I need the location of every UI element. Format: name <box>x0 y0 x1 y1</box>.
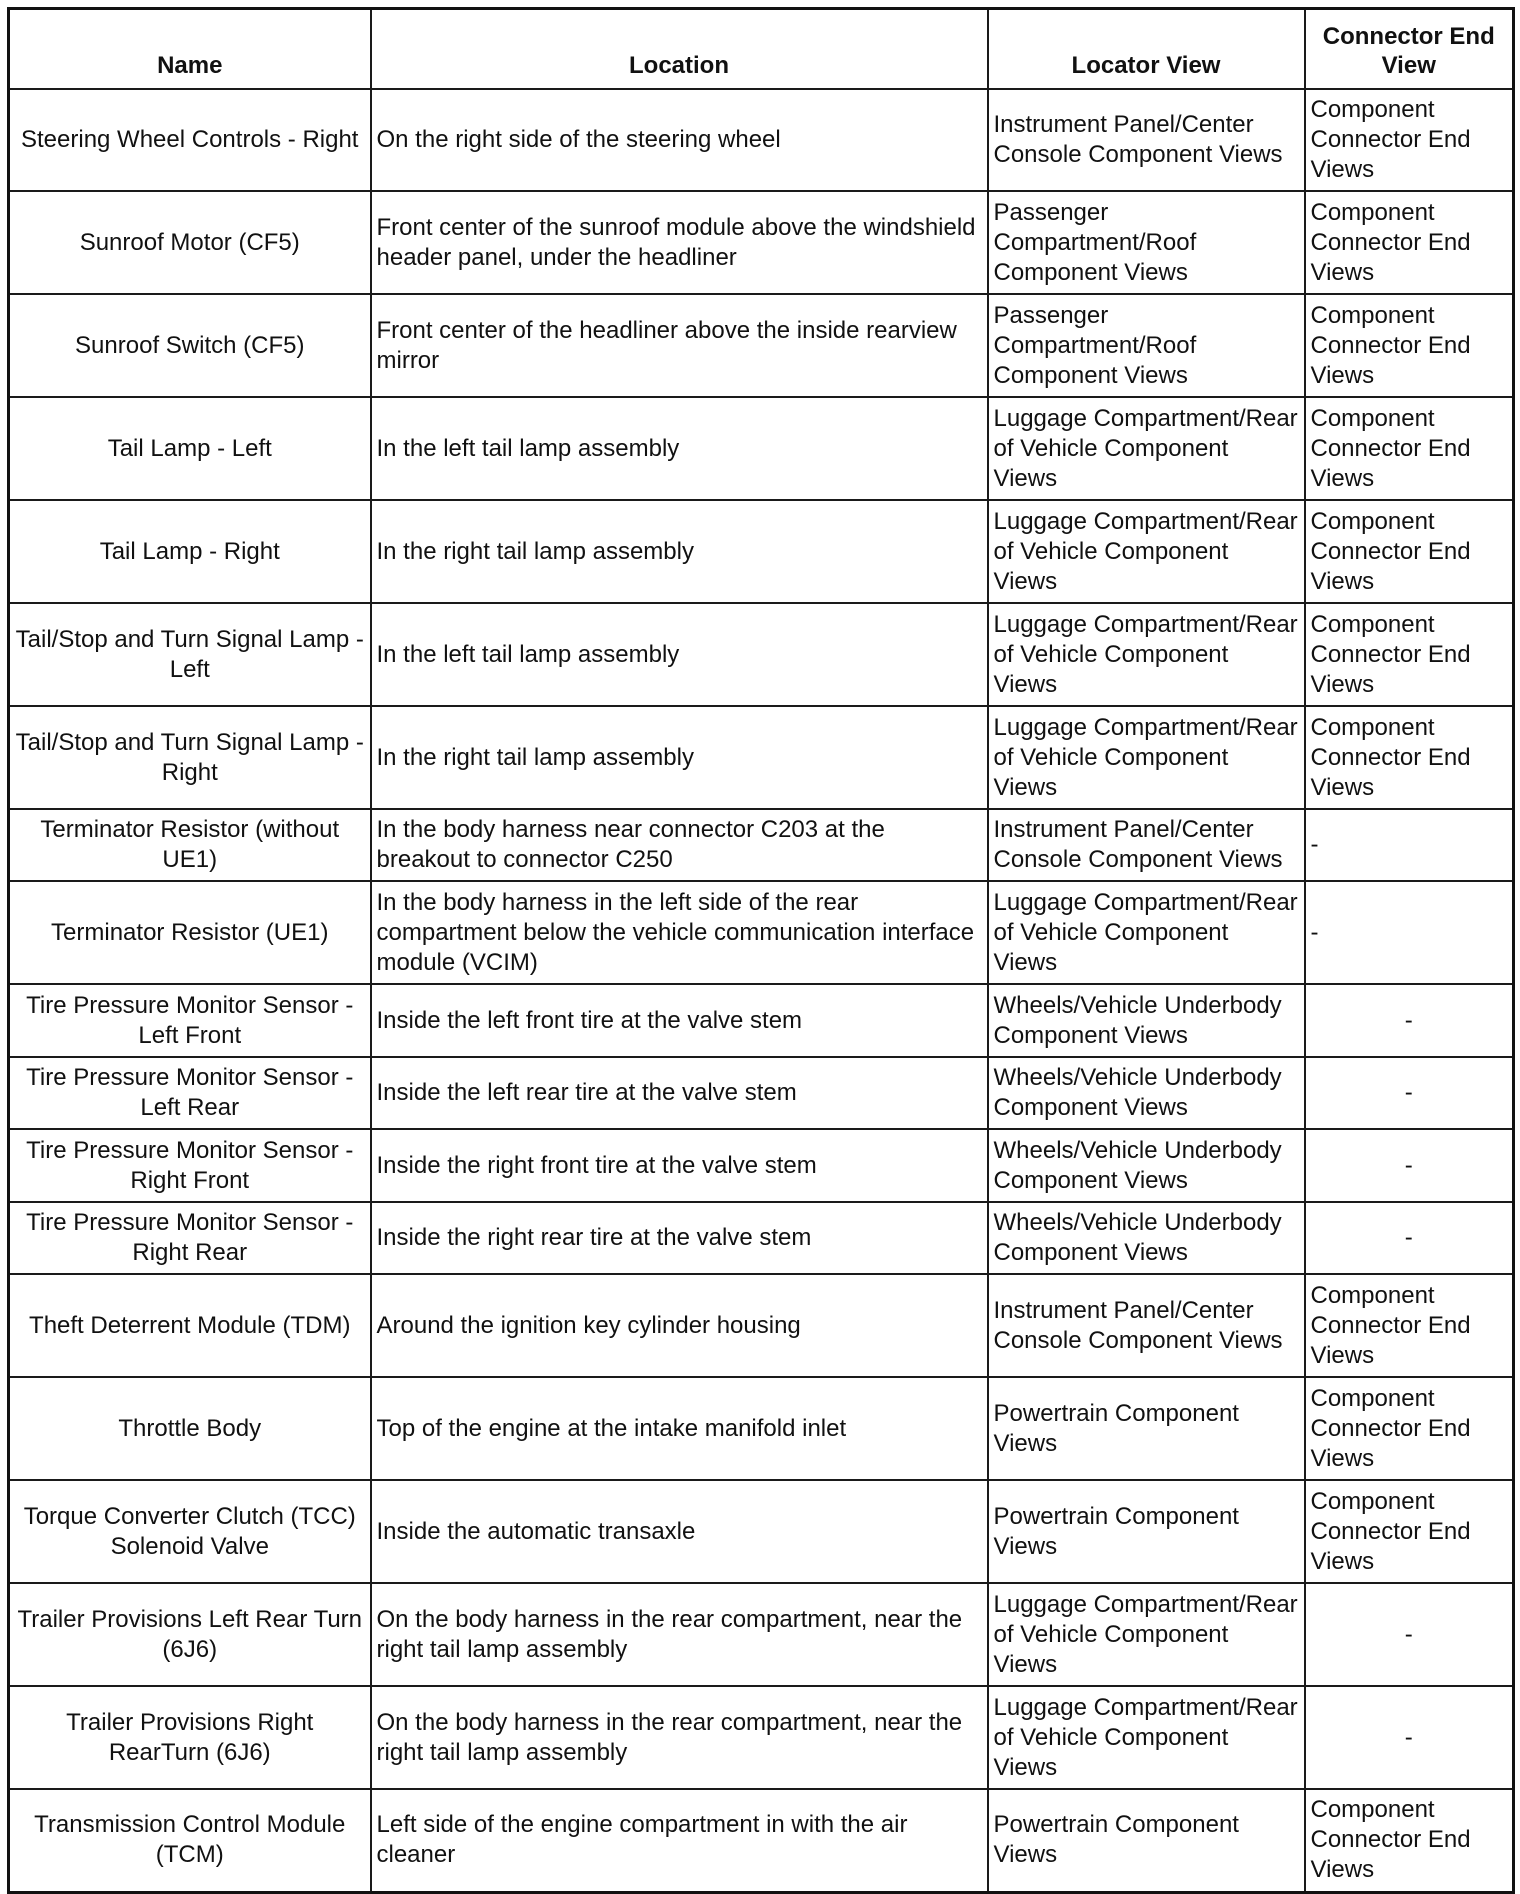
table-row <box>9 500 1514 603</box>
cell-connector-end-view: - <box>1305 1057 1514 1129</box>
cell-connector-end-view: - <box>1305 1686 1514 1789</box>
cell-locator-view-link[interactable]: Luggage Compartment/Rear of Vehicle Component Views <box>988 500 1305 603</box>
cell-location: In the left tail lamp assembly <box>371 603 988 706</box>
cell-connector-end-view-link[interactable]: Component Connector End Views <box>1305 89 1514 191</box>
cell-location: In the body harness in the left side of the rear compartment below the vehicle communication interface module (VCIM) <box>371 881 988 984</box>
cell-locator-view-link[interactable]: Instrument Panel/Center Console Component Views <box>988 89 1305 191</box>
cell-location: On the body harness in the rear compartment, near the right tail lamp assembly <box>371 1583 988 1686</box>
table-row <box>9 1480 1514 1583</box>
header-row <box>9 9 1514 90</box>
cell-name: Trailer Provisions Left Rear Turn (6J6) <box>9 1583 371 1686</box>
cell-locator-view-link[interactable]: Powertrain Component Views <box>988 1480 1305 1583</box>
cell-connector-end-view-link[interactable]: Component Connector End Views <box>1305 603 1514 706</box>
cell-name: Tire Pressure Monitor Sensor - Right Front <box>9 1129 371 1202</box>
table-row <box>9 881 1514 984</box>
cell-location: Around the ignition key cylinder housing <box>371 1274 988 1377</box>
cell-name: Throttle Body <box>9 1377 371 1480</box>
cell-locator-view-link[interactable]: Luggage Compartment/Rear of Vehicle Component Views <box>988 881 1305 984</box>
cell-name: Tire Pressure Monitor Sensor - Left Front <box>9 984 371 1057</box>
cell-location: In the left tail lamp assembly <box>371 397 988 500</box>
cell-locator-view-link[interactable]: Luggage Compartment/Rear of Vehicle Component Views <box>988 603 1305 706</box>
cell-connector-end-view-link[interactable]: Component Connector End Views <box>1305 294 1514 397</box>
header-locator-view: Locator View <box>988 9 1305 90</box>
cell-connector-end-view-link[interactable]: Component Connector End Views <box>1305 1789 1514 1892</box>
cell-connector-end-view: - <box>1305 809 1514 881</box>
cell-name: Sunroof Switch (CF5) <box>9 294 371 397</box>
table-row <box>9 603 1514 706</box>
table-row <box>9 1789 1514 1892</box>
cell-locator-view-link[interactable]: Luggage Compartment/Rear of Vehicle Component Views <box>988 1583 1305 1686</box>
cell-name: Trailer Provisions Right RearTurn (6J6) <box>9 1686 371 1789</box>
cell-location: In the right tail lamp assembly <box>371 500 988 603</box>
cell-name: Torque Converter Clutch (TCC) Solenoid Valve <box>9 1480 371 1583</box>
cell-location: Inside the right front tire at the valve stem <box>371 1129 988 1202</box>
table-row <box>9 397 1514 500</box>
component-locator-table <box>7 7 1515 1894</box>
cell-locator-view-link[interactable]: Powertrain Component Views <box>988 1377 1305 1480</box>
cell-connector-end-view-link[interactable]: Component Connector End Views <box>1305 500 1514 603</box>
cell-locator-view-link[interactable]: Wheels/Vehicle Underbody Component Views <box>988 984 1305 1057</box>
cell-locator-view-link[interactable]: Luggage Compartment/Rear of Vehicle Component Views <box>988 397 1305 500</box>
cell-locator-view-link[interactable]: Luggage Compartment/Rear of Vehicle Component Views <box>988 1686 1305 1789</box>
table-row <box>9 1686 1514 1789</box>
cell-locator-view-link[interactable]: Wheels/Vehicle Underbody Component Views <box>988 1057 1305 1129</box>
cell-name: Steering Wheel Controls - Right <box>9 89 371 191</box>
cell-name: Terminator Resistor (without UE1) <box>9 809 371 881</box>
cell-location: Inside the left rear tire at the valve stem <box>371 1057 988 1129</box>
cell-name: Tail/Stop and Turn Signal Lamp - Left <box>9 603 371 706</box>
cell-name: Tail Lamp - Right <box>9 500 371 603</box>
cell-connector-end-view-link[interactable]: Component Connector End Views <box>1305 706 1514 809</box>
cell-locator-view-link[interactable]: Instrument Panel/Center Console Component Views <box>988 1274 1305 1377</box>
cell-connector-end-view-link[interactable]: Component Connector End Views <box>1305 1274 1514 1377</box>
cell-name: Transmission Control Module (TCM) <box>9 1789 371 1892</box>
cell-location: In the body harness near connector C203 at the breakout to connector C250 <box>371 809 988 881</box>
table-row <box>9 809 1514 881</box>
cell-name: Tail Lamp - Left <box>9 397 371 500</box>
cell-location: Inside the left front tire at the valve stem <box>371 984 988 1057</box>
cell-locator-view-link[interactable]: Powertrain Component Views <box>988 1789 1305 1892</box>
cell-connector-end-view: - <box>1305 881 1514 984</box>
cell-connector-end-view: - <box>1305 1202 1514 1274</box>
table-row <box>9 191 1514 294</box>
header-connector-end-view: Connector End View <box>1305 9 1514 90</box>
table-row <box>9 1202 1514 1274</box>
cell-name: Tire Pressure Monitor Sensor - Right Rear <box>9 1202 371 1274</box>
cell-connector-end-view: - <box>1305 984 1514 1057</box>
cell-locator-view-link[interactable]: Luggage Compartment/Rear of Vehicle Component Views <box>988 706 1305 809</box>
cell-name: Theft Deterrent Module (TDM) <box>9 1274 371 1377</box>
cell-locator-view-link[interactable]: Passenger Compartment/Roof Component Views <box>988 191 1305 294</box>
table-row <box>9 1583 1514 1686</box>
cell-name: Tail/Stop and Turn Signal Lamp - Right <box>9 706 371 809</box>
table-row <box>9 89 1514 191</box>
cell-connector-end-view-link[interactable]: Component Connector End Views <box>1305 191 1514 294</box>
table-row <box>9 1274 1514 1377</box>
cell-name: Tire Pressure Monitor Sensor - Left Rear <box>9 1057 371 1129</box>
cell-location: On the right side of the steering wheel <box>371 89 988 191</box>
table-row <box>9 984 1514 1057</box>
table-row <box>9 1057 1514 1129</box>
cell-location: In the right tail lamp assembly <box>371 706 988 809</box>
cell-location: Inside the right rear tire at the valve stem <box>371 1202 988 1274</box>
cell-connector-end-view: - <box>1305 1583 1514 1686</box>
table-row <box>9 706 1514 809</box>
cell-connector-end-view: - <box>1305 1129 1514 1202</box>
cell-locator-view-link[interactable]: Wheels/Vehicle Underbody Component Views <box>988 1202 1305 1274</box>
table-row <box>9 1129 1514 1202</box>
cell-location: Inside the automatic transaxle <box>371 1480 988 1583</box>
cell-connector-end-view-link[interactable]: Component Connector End Views <box>1305 1377 1514 1480</box>
cell-location: Top of the engine at the intake manifold inlet <box>371 1377 988 1480</box>
cell-location: Front center of the headliner above the inside rearview mirror <box>371 294 988 397</box>
cell-name: Terminator Resistor (UE1) <box>9 881 371 984</box>
header-location: Location <box>371 9 988 90</box>
cell-locator-view-link[interactable]: Passenger Compartment/Roof Component Views <box>988 294 1305 397</box>
cell-locator-view-link[interactable]: Instrument Panel/Center Console Component Views <box>988 809 1305 881</box>
cell-locator-view-link[interactable]: Wheels/Vehicle Underbody Component Views <box>988 1129 1305 1202</box>
table-row <box>9 1377 1514 1480</box>
cell-name: Sunroof Motor (CF5) <box>9 191 371 294</box>
cell-connector-end-view-link[interactable]: Component Connector End Views <box>1305 397 1514 500</box>
table-row <box>9 294 1514 397</box>
cell-location: Left side of the engine compartment in with the air cleaner <box>371 1789 988 1892</box>
cell-location: On the body harness in the rear compartment, near the right tail lamp assembly <box>371 1686 988 1789</box>
cell-location: Front center of the sunroof module above the windshield header panel, under the headliner <box>371 191 988 294</box>
header-name: Name <box>9 9 371 90</box>
cell-connector-end-view-link[interactable]: Component Connector End Views <box>1305 1480 1514 1583</box>
